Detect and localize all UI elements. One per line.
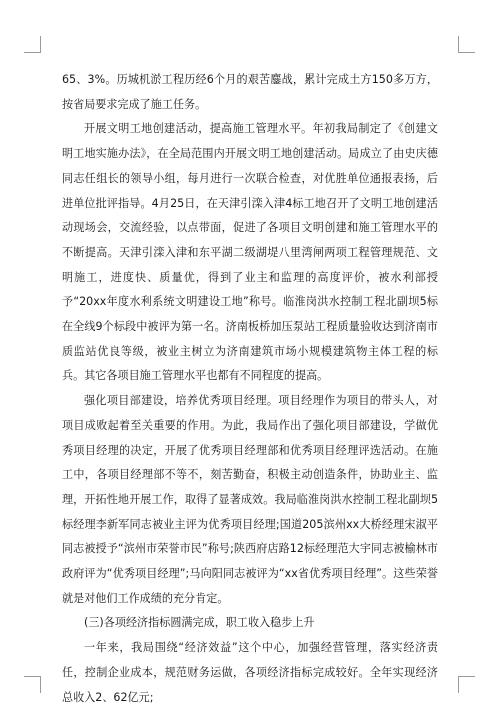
document-body	[62, 68, 438, 710]
crop-mark-bottom-left	[24, 676, 41, 693]
paragraph-3: 强化项目部建设，培养优秀项目经理。项目经理作为项目的带头人，对项目成败起着至关重要的作用。为此，我局作出了强化项目部建设，学做优秀项目经理的决定，开展了优秀项目经理部和优秀项目经理评选活动。在施工中，各项目经理部不等不，刻苦勤奋，积极主动创造条件，协助业主、监理，开拓性地开展工作，取得了显著成效。我局临淮岗洪水控制工程北副坝5标经理李新军同志被业主评为优秀项目经理;国道205滨州xx大桥经理宋淑平同志被授予“滨州市荣誉市民”称号;陕西府店路12标经理范大宇同志被榆林市政府评为“优秀项目经理”;马向阳同志被评为“xx省优秀项目经理”。这些荣誉就是对他们工作成绩的充分肯定。	[62, 394, 438, 605]
crop-mark-bottom-right	[458, 676, 475, 693]
paragraph-5: 一年来，我局围绕“经济效益”这个中心，加强经营管理，落实经济责任，控制企业成本，规范财务运做，各项经济指标完成较好。全年实现经济总收入2、62亿元;	[62, 641, 438, 704]
paragraph-1: 65、3%。历城机淤工程历经6个月的艰苦鏖战，累计完成土方150多万方，按省局要求完成了施工任务。	[62, 73, 438, 111]
section-heading: (三)各项经济指标圆满完成，职工收入稳步上升	[84, 616, 315, 630]
crop-mark-top-right	[458, 36, 475, 53]
paragraph-2: 开展文明工地创建活动，提高施工管理水平。年初我局制定了《创建文明工地实施办法》，在全局范围内开展文明工地创建活动。局成立了由史庆德同志任组长的领导小组，每月进行一次联合检查，对优胜单位通报表扬，后进单位批评指导。4月25日，在天津引滦入津4标工地召开了文明工地创建活动现场会，交流经验，以点带面，促进了各项目文明创建和施工管理水平的不断提高。天津引滦入津和东平湖二级湖堤八里湾闸两项工程管理规范、文明施工，进度快、质量优，得到了业主和监理的高度评价，被水利部授予“20xx年度水利系统文明建设工地”称号。临淮岗洪水控制工程北副坝5标在全线9个标段中被评为第一名。济南板桥加压泵站工程质量验收达到济南市质监站优良等级，被业主树立为济南建筑市场小规模建筑物主体工程的标兵。其它各项目施工管理水平也都有不同程度的提高。	[62, 122, 438, 383]
crop-mark-top-left	[24, 36, 41, 53]
